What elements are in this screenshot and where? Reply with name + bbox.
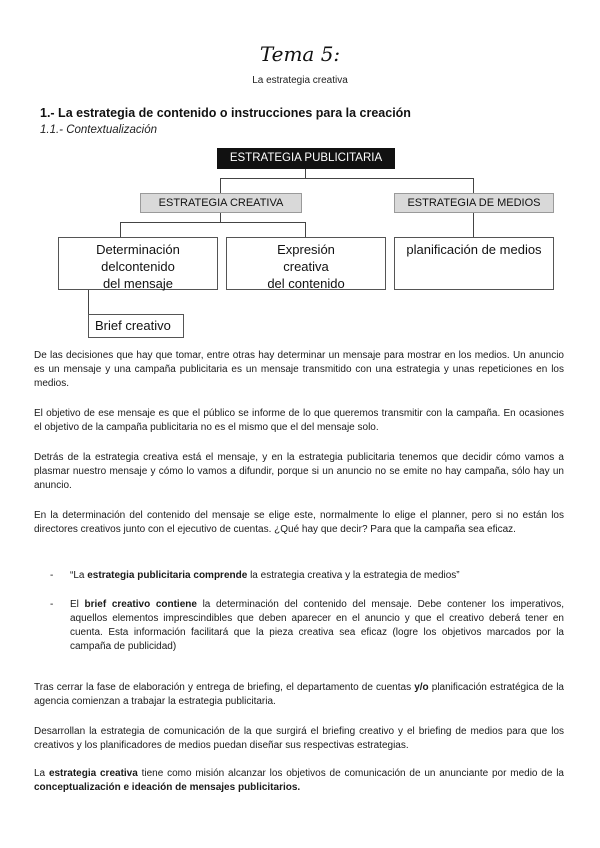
leaf-line: Determinación [96,242,180,257]
connector-line [88,290,89,314]
diagram-leaf-content [58,237,218,290]
paragraph: Tras cerrar la fase de elaboración y entrega de briefing, el departamento de cuentas y/o planificación estratégica de la agencia comienzan a trabajar la estrategia publicitaria. [34,682,564,707]
leaf-line: del mensaje [102,276,174,291]
connector-line [220,212,221,222]
connector-line [305,222,306,237]
connector-line [220,178,221,193]
leaf-line: creativa [283,259,329,274]
bullet-item: “La estrategia publicitaria comprende la estrategia creativa y la estrategia de medios” [70,570,460,581]
leaf-line: delcontenido [101,259,175,274]
diagram-brief-box: Brief creativo [88,314,184,338]
page-subtitle: La estrategia creativa [252,75,348,86]
paragraph: En la determinación del contenido del mensaje se elige este, normalmente lo elige el planner, pero si no están los directores creativos junto con el ejecutivo de cuentas. ¿Qué hay que decir? Para que la campaña sea eficaz. [34,510,564,535]
section-subheading: 1.1.- Contextualización [40,124,157,136]
bullet-dash: - [50,570,54,581]
connector-line [220,178,473,179]
connector-line [473,178,474,193]
connector-line [473,212,474,237]
diagram-leaf-expression [226,237,386,290]
page-title: Tema 5: [259,42,341,66]
leaf-line: del contenido [267,276,345,291]
diagram-root-box: ESTRATEGIA PUBLICITARIA [217,148,395,169]
diagram-leaf-media: planificación de medios [394,237,554,290]
paragraph: Desarrollan la estrategia de comunicación de la que surgirá el briefing creativo y el briefing de medios para que los creativos y los planificadores de medios puedan diseñar sus respectivas estrategias. [34,726,564,751]
connector-line [305,168,306,178]
bullet-item: El brief creativo contiene la determinación del contenido del mensaje. Debe contener los imperativos, aquellos elementos imprescindibles que deben aparecer en el anuncio y que el creativo deberá tener en cuenta. Esta información facilitará que la pieza creativa sea eficaz (logre los objetivos marcados por la campaña de publicidad) [70,599,564,652]
bullet-dash: - [50,599,54,610]
diagram-creative-box: ESTRATEGIA CREATIVA [140,193,302,213]
paragraph: De las decisiones que hay que tomar, entre otras hay determinar un mensaje para mostrar en los medios. Un anuncio es un mensaje y una campaña publicitaria es un mensaje transmitido con una estrategia y unas repeticiones en los medios. [34,350,564,389]
paragraph: El objetivo de ese mensaje es que el público se informe de lo que queremos transmitir con la campaña. En ocasiones el objetivo de la campaña publicitaria no es el mismo que el del mensaje solo. [34,408,564,433]
diagram-media-box: ESTRATEGIA DE MEDIOS [394,193,554,213]
paragraph: Detrás de la estrategia creativa está el mensaje, y en la estrategia publicitaria tenemos que decidir cómo vamos a plasmar nuestro mensaje y cómo lo vamos a difundir, porque si un anuncio no se emite no hay campaña, sólo hay un anuncio. [34,452,564,491]
connector-line [120,222,305,223]
connector-line [120,222,121,237]
section-heading: 1.- La estrategia de contenido o instrucciones para la creación [40,106,411,120]
leaf-line: Expresión [277,242,335,257]
paragraph: La estrategia creativa tiene como misión alcanzar los objetivos de comunicación de un anunciante por medio de la conceptualización e ideación de mensajes publicitarios. [34,768,564,793]
